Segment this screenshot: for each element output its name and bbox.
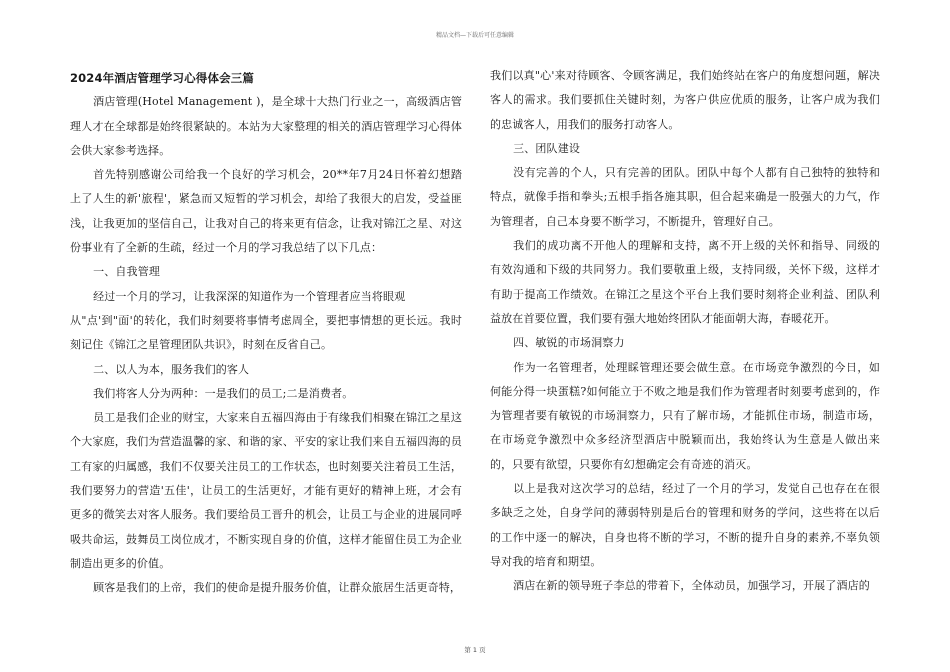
page-footer: 第 1 页: [464, 646, 486, 654]
right-column: [490, 64, 880, 599]
paragraph: 员工是我们企业的财宝，大家来自五福四海由于有缘我们相聚在锦江之星这个大家庭，我们为营造温馨的家、和谐的家、平安的家让我们来自五福四海的员工有家的归属感，我们不仅要关注员工的工作状态，也时刻要关注着员工生活，我们要努力的营造'五佳'，让员工的生活更好，才能有更好的精神上班，才会有更多的微笑去对客人服务。我们要给员工晋升的机会，让员工与企业的进展同呼吸共命运，鼓舞员工岗位成才，不断实现自身的价值，这样才能留住员工为企业制造出更多的价值。: [70, 411, 462, 570]
paragraph: 没有完善的个人，只有完善的团队。团队中每个人都有自己独特的独特和特点，就像手指和拳头;五根手指各施其职，但合起来确是一股强大的力气，作为管理者，自己本身要不断学习，不断提升，管理好自己。: [490, 166, 880, 228]
paragraph: 首先特别感谢公司给我一个良好的学习机会，20**年7月24日怀着幻想踏上了人生的新'旅程'，紧急而又短暂的学习机会，却给了我很大的启发，受益匪浅，让我更加的坚信自己，让我对自己的将来更有信念，让我对锦江之星、对这份事业有了全新的生疏，经过一个月的学习我总结了以下几点：: [70, 168, 462, 255]
paragraph: 四、敏锐的市场洞察力: [513, 336, 625, 350]
paragraph: 经过一个月的学习，让我深深的知道作为一个管理者应当将眼观: [93, 289, 406, 303]
document-title: 2024年酒店管理学习心得体会三篇: [70, 71, 255, 85]
right-body: [490, 64, 880, 599]
paragraph: 我们的成功离不开他人的理解和支持，离不开上级的关怀和指导、同级的有效沟通和下级的共同努力。我们要敬重上级，支持同级，关怀下级，这样才有助于提高工作绩效。在锦江之星这个平台上我们要时刻将企业利益、团队利益放在首要位置，我们要有强大地始终团队才能面朝大海，春暖花开。: [490, 239, 880, 325]
paragraph: 三、团队建设: [513, 141, 580, 155]
paragraph: 从"点'到"面'的转化，我们时刻要将事情考虑周全，要把事情想的更长远。我时刻记住《锦江之星管理团队共识》，时刻在反省自己。: [70, 313, 462, 352]
paragraph: 一、自我管理: [93, 265, 160, 279]
paragraph: 我们以真"心'来对待顾客、令顾客满足，我们始终站在客户的角度想问题，解决客人的需求。我们要抓住关键时刻，为客户供应优质的服务，让客户成为我们的忠诚客人，用我们的服务打动客人。: [490, 69, 880, 131]
paragraph: 作为一名管理者，处理睬管理还要会做生意。在市场竞争激烈的今日，如何能分得一块蛋糕?如何能立于不败之地是我们作为管理者时刻要考虑到的，作为管理者要有敏锐的市场洞察力，只有了解市场，才能抓住市场，制造市场，在市场竞争激烈中众多经济型酒店中脱颖而出，我始终认为生意是人做出来的，只要有欲望，只要你有幻想确定会有奇迹的消灭。: [490, 360, 880, 471]
paragraph: 酒店在新的领导班子李总的带着下，全体动员，加强学习，开展了酒店的: [513, 579, 870, 593]
left-column: [70, 66, 462, 601]
paragraph: 酒店管理(Hotel Management )，是全球十大热门行业之一，高级酒店管理人才在全球都是始终很紧缺的。本站为大家整理的相关的酒店管理学习心得体会供大家参考选择。: [70, 95, 462, 157]
left-body: [70, 90, 462, 600]
page-header: 精品文档—下载后可任意编辑: [435, 32, 514, 39]
paragraph: 二、以人为本，服务我们的客人: [93, 362, 250, 376]
paragraph: 以上是我对这次学习的总结，经过了一个月的学习，发觉自己也存在在很多缺乏之处，自身学问的薄弱特别是后台的管理和财务的学问，这些将在以后的工作中逐一的解决，自身也将不断的学习，不断的提升自身的素养,不辜负领导对我的培育和期望。: [490, 482, 880, 568]
paragraph: 顾客是我们的上帝，我们的使命是提升服务价值，让群众旅居生活更奇特，: [93, 581, 462, 595]
paragraph: 我们将客人分为两种：一是我们的员工;二是消费者。: [93, 386, 354, 400]
